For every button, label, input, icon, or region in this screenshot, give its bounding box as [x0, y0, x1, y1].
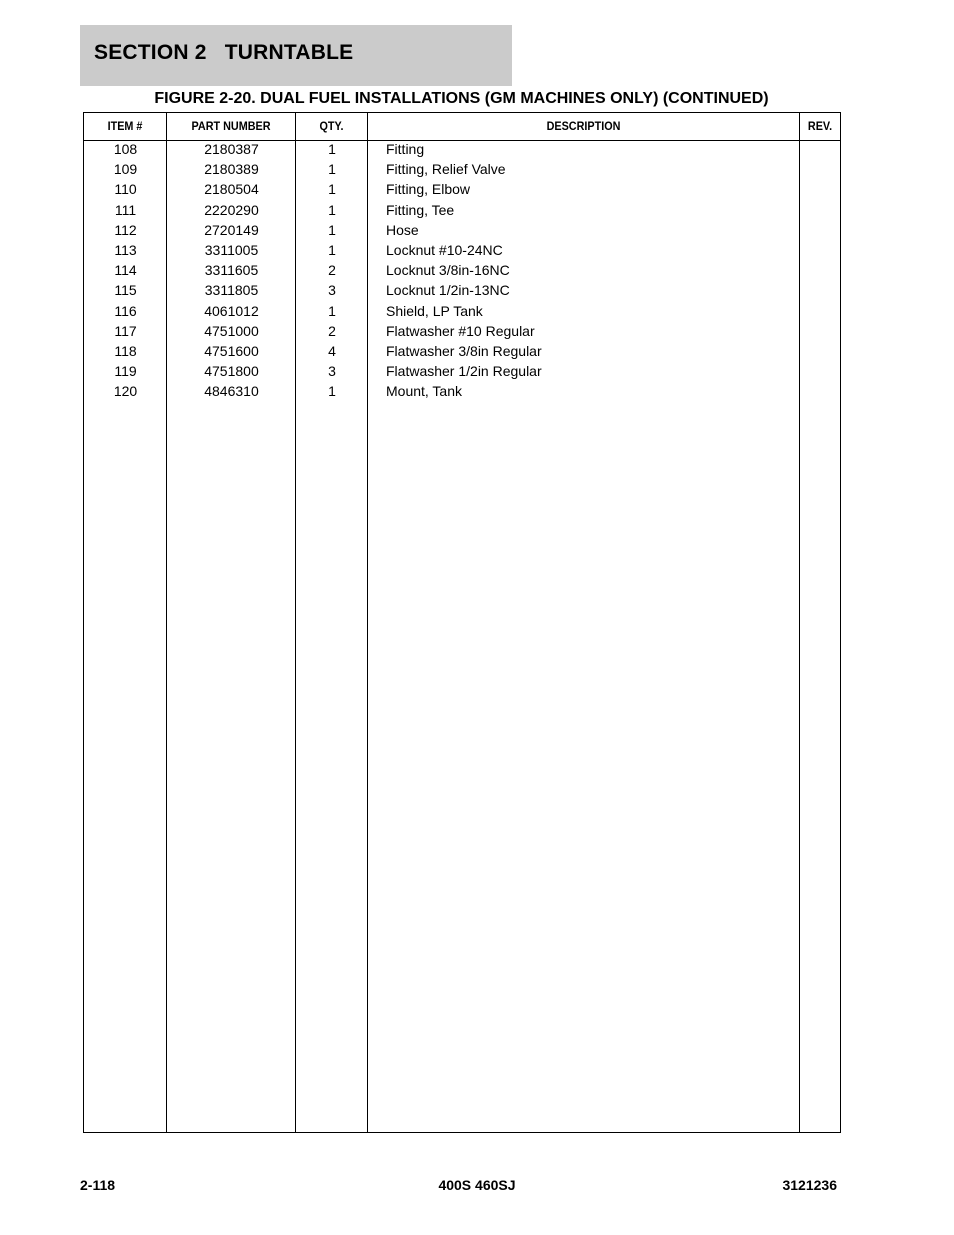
part-number-cell: 3311005	[204, 241, 259, 258]
table-row	[84, 303, 840, 323]
quantity-cell: 1	[328, 201, 336, 218]
description-cell: Flatwasher 1/2in Regular	[386, 363, 542, 380]
table-row	[84, 161, 840, 181]
item-number-cell: 113	[114, 241, 137, 258]
description-cell: Fitting, Relief Valve	[386, 161, 506, 178]
table-row	[84, 383, 840, 403]
quantity-cell: 4	[328, 342, 336, 359]
description-cell: Locknut 3/8in-16NC	[386, 262, 510, 279]
page-number: 2-118	[80, 1177, 116, 1193]
description-cell: Mount, Tank	[386, 383, 463, 400]
header-description: DESCRIPTION	[546, 119, 621, 133]
quantity-cell: 3	[328, 282, 336, 299]
header-rev: REV.	[807, 119, 833, 133]
table-row	[84, 202, 840, 222]
item-number-cell: 120	[113, 383, 138, 400]
header-item: ITEM #	[107, 119, 143, 133]
item-number-cell: 118	[114, 342, 137, 359]
part-number-cell: 4061012	[204, 302, 259, 319]
table-row	[84, 343, 840, 363]
table-row	[84, 262, 840, 282]
item-number-cell: 109	[113, 161, 138, 178]
part-number-cell: 2180504	[204, 181, 259, 198]
part-number-cell: 4751000	[204, 322, 259, 339]
figure-title: FIGURE 2-20. DUAL FUEL INSTALLATIONS (GM MACHINES ONLY) (CONTINUED)	[154, 90, 769, 107]
table-row	[84, 141, 840, 161]
model-label: 400S 460SJ	[438, 1177, 516, 1193]
item-number-cell: 108	[113, 141, 138, 157]
part-number-cell: 4751600	[204, 342, 259, 359]
table-row	[84, 242, 840, 262]
part-number-cell: 2180389	[204, 161, 259, 178]
quantity-cell: 1	[328, 383, 336, 400]
quantity-cell: 1	[328, 241, 336, 258]
table-row	[84, 363, 840, 383]
item-number-cell: 115	[114, 282, 137, 299]
doc-number: 3121236	[782, 1177, 837, 1193]
item-number-cell: 116	[114, 302, 137, 319]
item-number-cell: 119	[114, 363, 137, 380]
quantity-cell: 1	[328, 221, 336, 238]
quantity-cell: 1	[328, 141, 336, 157]
table-row	[84, 181, 840, 201]
quantity-cell: 1	[328, 302, 336, 319]
part-number-cell: 4751800	[204, 363, 259, 380]
description-cell: Locknut 1/2in-13NC	[386, 282, 510, 299]
part-number-cell: 2180387	[204, 141, 259, 157]
part-number-cell: 2220290	[204, 201, 259, 218]
table-header-row	[84, 113, 840, 141]
table-body	[84, 141, 840, 403]
quantity-cell: 1	[328, 181, 336, 198]
description-cell: Hose	[386, 221, 419, 238]
quantity-cell: 2	[328, 322, 336, 339]
item-number-cell: 117	[114, 322, 137, 339]
description-cell: Fitting, Tee	[386, 201, 455, 218]
quantity-cell: 1	[328, 161, 336, 178]
table-row	[84, 282, 840, 302]
part-number-cell: 4846310	[204, 383, 259, 400]
part-number-cell: 3311605	[204, 262, 259, 279]
table-row	[84, 222, 840, 242]
description-cell: Fitting, Elbow	[386, 181, 471, 198]
part-number-cell: 2720149	[204, 221, 259, 238]
section-banner	[80, 25, 512, 86]
description-cell: Locknut #10-24NC	[386, 241, 503, 258]
description-cell: Fitting	[386, 141, 425, 157]
header-qty: QTY.	[319, 119, 344, 133]
item-number-cell: 111	[114, 201, 137, 218]
header-part-number: PART NUMBER	[191, 119, 271, 133]
item-number-cell: 114	[114, 262, 137, 279]
part-number-cell: 3311805	[204, 282, 259, 299]
description-cell: Flatwasher 3/8in Regular	[386, 342, 542, 359]
item-number-cell: 112	[114, 221, 137, 238]
description-cell: Flatwasher #10 Regular	[386, 322, 535, 339]
quantity-cell: 2	[328, 262, 336, 279]
description-cell: Shield, LP Tank	[386, 302, 483, 319]
quantity-cell: 3	[328, 363, 336, 380]
table-row	[84, 323, 840, 343]
parts-table	[83, 112, 841, 1133]
section-title: SECTION 2 TURNTABLE	[94, 41, 354, 64]
item-number-cell: 110	[114, 181, 137, 198]
